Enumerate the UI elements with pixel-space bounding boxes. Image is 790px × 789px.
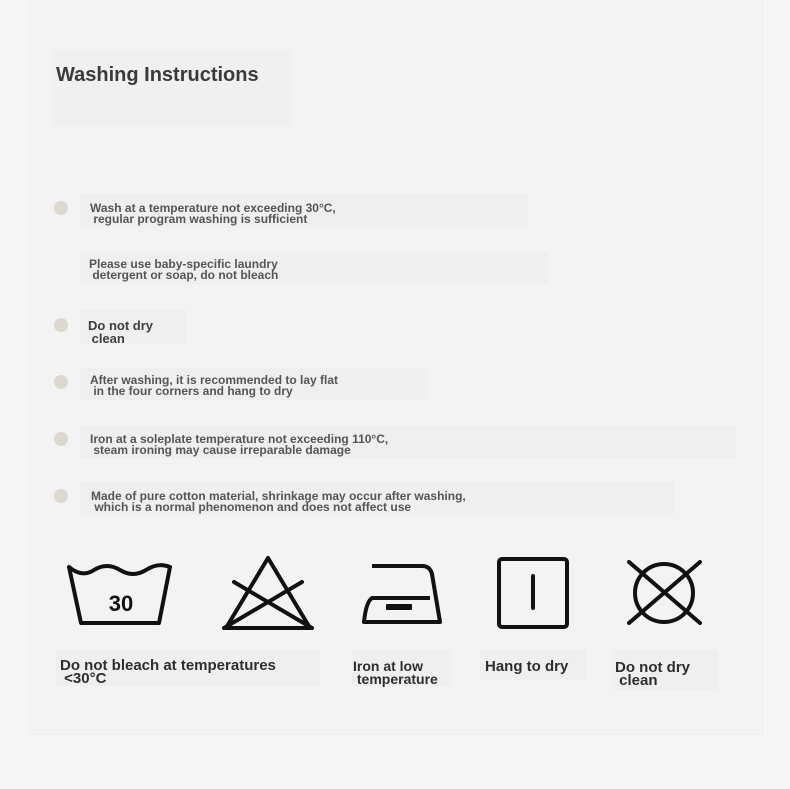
iron-low-icon: [360, 562, 444, 626]
caption-hang-dry: Hang to dry: [485, 658, 569, 675]
instruction-ironing: Iron at a soleplate temperature not exceeding 110°C, steam ironing may cause irreparable damage: [90, 432, 389, 457]
hang-dry-icon: [496, 556, 570, 630]
caption-iron-low: Iron at low temperature: [353, 658, 438, 687]
bullet-dot: [54, 375, 68, 389]
instruction-wash-temperature: Wash at a temperature not exceeding 30°C, regular program washing is sufficient: [90, 201, 336, 226]
caption-wash-temperature: Do not bleach at temperatures <30°C: [60, 657, 276, 687]
instruction-shrinkage: Made of pure cotton material, shrinkage may occur after washing, which is a normal phenomenon and does not affect use: [91, 489, 466, 514]
bullet-dot: [54, 318, 68, 332]
bullet-dot: [54, 432, 68, 446]
bullet-dot: [54, 489, 68, 503]
wash-tub-30-icon: [66, 562, 174, 628]
instruction-lay-flat: After washing, it is recommended to lay flat in the four corners and hang to dry: [90, 373, 339, 398]
do-not-dry-clean-icon: [624, 559, 704, 627]
page-title: Washing Instructions: [56, 64, 259, 86]
title-background: [52, 50, 292, 126]
instruction-no-dry-clean: Do not dry clean: [88, 318, 153, 346]
instruction-detergent: Please use baby-specific laundry detergent or soap, do not bleach: [89, 257, 279, 282]
do-not-bleach-icon: [220, 554, 316, 632]
bullet-dot: [54, 201, 68, 215]
caption-no-dry-clean: Do not dry clean: [615, 659, 690, 689]
tub-temperature-label: 30: [108, 591, 134, 616]
